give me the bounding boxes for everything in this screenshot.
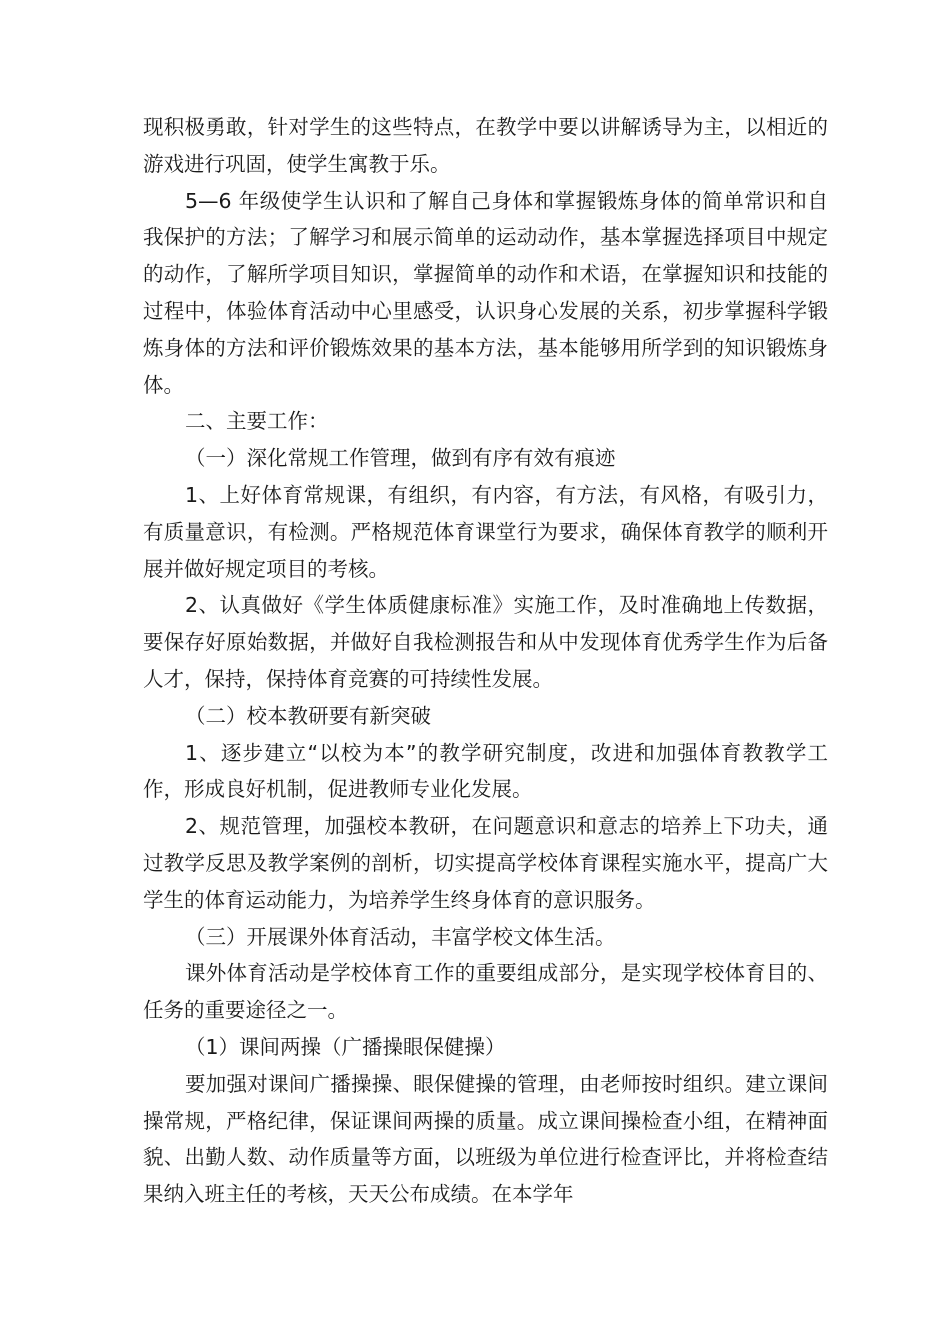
paragraph-routine-item-2: 2、认真做好《学生体质健康标准》实施工作，及时准确地上传数据，要保存好原始数据，并做好自我检测报告和从中发现体育优秀学生作为后备人才，保持，保持体育竞赛的可持续性发展。 [143, 593, 828, 691]
paragraph-research-item-2: 2、规范管理，加强校本教研，在问题意识和意志的培养上下功夫，通过教学反思及教学案例的剖析，切实提高学校体育课程实施水平，提高广大学生的体育运动能力，为培养学生终身体育的意识服务。 [143, 814, 828, 912]
paragraph-two-exercises-detail: 要加强对课间广播操操、眼保健操的管理，由老师按时组织。建立课间操常规，严格纪律，保证课间两操的质量。成立课间操检查小组，在精神面貌、出勤人数、动作质量等方面，以班级为单位进行检查评比，并将检查结果纳入班主任的考核，天天公布成绩。在本学年 [143, 1071, 828, 1207]
subheading-routine-management: （一）深化常规工作管理，做到有序有效有痕迹 [185, 446, 616, 471]
paragraph-grade-5-6: 5—6 年级使学生认识和了解自己身体和掌握锻炼身体的简单常识和自我保护的方法；了解学习和展示简单的运动动作，基本掌握选择项目中规定的动作，了解所学项目知识，掌握简单的动作和术语，在掌握知识和技能的过程中，体验体育活动中心里感受，认识身心发展的关系，初步掌握科学锻炼身体的方法和评价锻炼效果的基本方法，基本能够用所学到的知识锻炼身体。 [143, 188, 828, 397]
paragraph-routine-item-1: 1、上好体育常规课，有组织，有内容，有方法，有风格，有吸引力，有质量意识，有检测。严格规范体育课堂行为要求，确保体育教学的顺利开展并做好规定项目的考核。 [143, 482, 828, 581]
document-body [143, 109, 828, 1213]
paragraph-continued-intro: 现积极勇敢，针对学生的这些特点，在教学中要以讲解诱导为主，以相近的游戏进行巩固，使学生寓教于乐。 [143, 115, 828, 176]
subheading-extracurricular: （三）开展课外体育活动，丰富学校文体生活。 [185, 924, 616, 949]
section-heading-main-work: 二、主要工作： [185, 409, 329, 434]
subheading-two-exercises: （1）课间两操（广播操眼保健操） [185, 1034, 506, 1059]
paragraph-extracurricular-intro: 课外体育活动是学校体育工作的重要组成部分，是实现学校体育目的、任务的重要途径之一。 [143, 961, 828, 1023]
paragraph-research-item-1: 1、逐步建立“以校为本”的教学研究制度，改进和加强体育教教学工作，形成良好机制，促进教师专业化发展。 [143, 740, 828, 802]
subheading-school-research: （二）校本教研要有新突破 [185, 703, 431, 728]
